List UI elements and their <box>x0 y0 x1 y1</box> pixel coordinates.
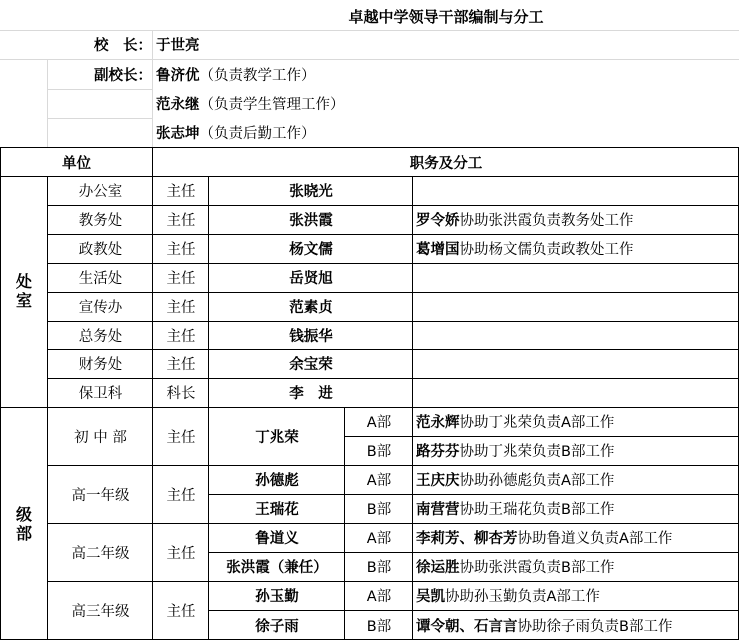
office-head: 李 进 <box>289 386 333 402</box>
grid-line <box>209 494 739 495</box>
offices-group-char: 室 <box>15 291 32 310</box>
office-assist <box>413 349 739 378</box>
assist-text: 协助张洪霞负责教务处工作 <box>459 213 634 229</box>
grid-line <box>412 176 413 640</box>
assist-name: 范永辉 <box>416 415 460 431</box>
grid-line <box>0 59 739 60</box>
grades-group-char: 部 <box>15 523 32 543</box>
grid-line <box>344 407 345 640</box>
office-role: 主任 <box>166 357 196 373</box>
grid-line <box>0 176 739 177</box>
grade-unit: 高二年级 <box>71 545 130 562</box>
office-unit: 政教处 <box>78 242 123 258</box>
grade-role: 主任 <box>166 487 196 504</box>
grid-line <box>208 176 209 640</box>
assist-text: 协助鲁道义负责A部工作 <box>517 531 673 547</box>
office-unit: 财务处 <box>78 357 123 373</box>
vice-principal-duty: （负责学生管理工作） <box>199 97 345 113</box>
header-unit: 单位 <box>62 155 91 172</box>
office-role: 主任 <box>166 300 196 316</box>
vice-principal-duty: （负责教学工作） <box>199 68 316 84</box>
office-unit: 生活处 <box>78 271 123 287</box>
assist-text: 协助丁兆荣负责B部工作 <box>459 444 615 460</box>
grade-leader: 张洪霞（兼任） <box>226 560 328 576</box>
assist-text: 协助王瑞花负责B部工作 <box>459 502 615 518</box>
office-head: 杨文儒 <box>289 242 333 258</box>
vice-principal-row <box>153 118 553 147</box>
grade-assist <box>413 523 739 552</box>
grade-part: B部 <box>366 502 392 518</box>
assist-text: 协助孙德彪负责A部工作 <box>459 473 615 489</box>
grade-leader: 孙德彪 <box>255 473 299 489</box>
grid-line <box>0 147 1 640</box>
office-assist <box>413 321 739 349</box>
assist-text: 协助徐子雨负责B部工作 <box>517 618 673 635</box>
assist-text: 协助丁兆荣负责A部工作 <box>459 415 615 431</box>
grade-leader: 孙玉勤 <box>255 589 299 605</box>
office-unit: 保卫科 <box>78 386 123 402</box>
grade-unit: 高一年级 <box>71 487 130 504</box>
grade-part: B部 <box>366 618 392 635</box>
office-role: 主任 <box>166 213 196 229</box>
assist-name: 李莉芳、柳杏芳 <box>416 531 518 547</box>
vice-principal-duty: （负责后勤工作） <box>199 126 316 142</box>
vice-principal-name: 范永继 <box>156 97 200 113</box>
assist-name: 南营营 <box>416 502 460 518</box>
grid-line <box>345 436 739 437</box>
grade-role: 主任 <box>166 429 196 446</box>
assist-text: 协助杨文儒负责政教处工作 <box>459 242 634 258</box>
office-head: 余宝荣 <box>289 357 333 373</box>
grade-part: B部 <box>366 560 392 576</box>
principal-label: 校 长： <box>94 38 152 54</box>
assist-name: 徐运胜 <box>416 560 460 576</box>
office-assist <box>413 263 739 292</box>
office-unit: 教务处 <box>78 213 123 229</box>
grade-role: 主任 <box>166 545 196 562</box>
office-unit: 宣传办 <box>78 300 123 316</box>
office-assist <box>413 176 739 205</box>
grade-part: A部 <box>366 415 392 431</box>
vice-principal-row <box>153 89 553 118</box>
principal-name: 于世亮 <box>156 38 200 54</box>
grade-assist <box>413 494 739 523</box>
office-assist <box>413 205 739 234</box>
grid-line <box>0 639 739 640</box>
grade-assist <box>413 465 739 494</box>
assist-text: 协助孙玉勤负责A部工作 <box>445 589 600 605</box>
assist-name: 罗令娇 <box>416 213 460 229</box>
grid-line <box>152 30 153 148</box>
assist-name: 吴凯 <box>416 589 445 605</box>
grade-leader: 丁兆荣 <box>255 429 299 446</box>
grid-line <box>209 552 739 553</box>
assist-text: 协助张洪霞负责B部工作 <box>459 560 615 576</box>
assist-name: 谭令朝、石言言 <box>416 618 518 635</box>
grade-leader: 鲁道义 <box>255 531 299 547</box>
grid-line <box>0 30 739 31</box>
office-role: 主任 <box>166 242 196 258</box>
grid-line <box>152 147 153 640</box>
vice-principal-name: 鲁济优 <box>156 68 200 84</box>
grade-leader: 王瑞花 <box>255 502 299 518</box>
office-role: 主任 <box>166 328 196 345</box>
assist-name: 王庆庆 <box>416 473 460 489</box>
vice-principal-row <box>153 60 553 89</box>
office-assist <box>413 378 739 407</box>
grades-group-label <box>0 407 48 640</box>
office-role: 主任 <box>166 184 196 200</box>
office-unit: 总务处 <box>78 328 123 345</box>
grade-assist <box>413 552 739 581</box>
office-head: 张晓光 <box>289 184 333 200</box>
grid-line <box>0 407 739 408</box>
offices-group-label <box>0 176 48 406</box>
grade-assist <box>413 407 739 436</box>
grid-line <box>47 59 48 148</box>
office-head: 钱振华 <box>289 328 333 345</box>
vice-principal-label: 副校长： <box>94 68 152 84</box>
grade-assist <box>413 581 739 610</box>
vice-principal-name: 张志坤 <box>156 126 200 142</box>
grade-assist <box>413 610 739 640</box>
grid-line <box>0 147 739 148</box>
office-head: 岳贤旭 <box>289 271 333 287</box>
grade-part: A部 <box>366 589 392 605</box>
office-unit: 办公室 <box>78 184 123 200</box>
grade-leader: 徐子雨 <box>255 618 299 635</box>
grade-unit: 初 中 部 <box>74 429 127 446</box>
office-assist <box>413 292 739 321</box>
offices-group-char: 处 <box>15 272 32 291</box>
grid-line <box>209 610 739 611</box>
page-title: 卓越中学领导干部编制与分工 <box>348 8 544 26</box>
grades-group-char: 级 <box>15 504 32 524</box>
office-head: 范素贞 <box>289 300 333 316</box>
office-assist <box>413 234 739 263</box>
grade-part: A部 <box>366 473 392 489</box>
grid-line <box>47 176 48 640</box>
header-duties: 职务及分工 <box>409 155 483 172</box>
office-role: 主任 <box>166 271 196 287</box>
office-role: 科长 <box>166 386 196 402</box>
office-head: 张洪霞 <box>289 213 333 229</box>
assist-name: 路芬芬 <box>416 444 460 460</box>
grade-unit: 高三年级 <box>71 604 130 620</box>
grade-role: 主任 <box>166 604 196 620</box>
grade-part: B部 <box>366 444 392 460</box>
grade-part: A部 <box>366 531 392 547</box>
grid-line <box>48 118 153 119</box>
assist-name: 葛增国 <box>416 242 460 258</box>
grid-line <box>48 89 153 90</box>
grade-assist <box>413 436 739 465</box>
